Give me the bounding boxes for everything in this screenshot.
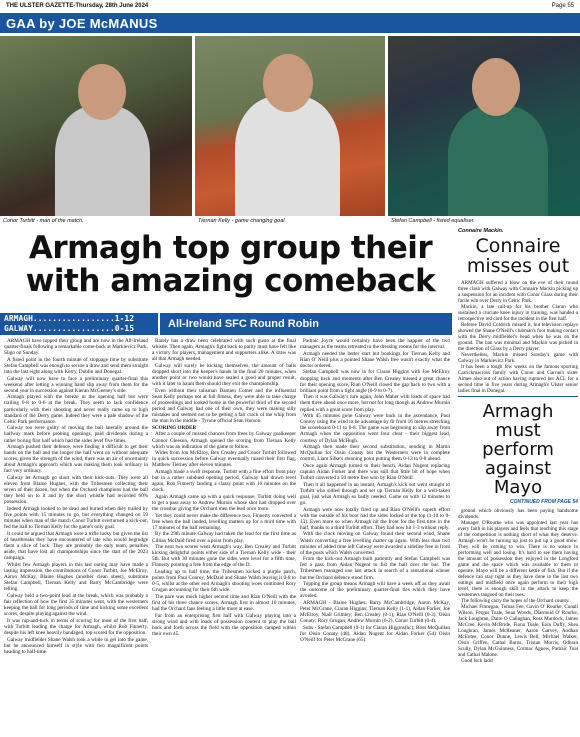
scoreline bbox=[0, 313, 158, 335]
sidebar-headline-1: Connaire misses out bbox=[466, 235, 570, 277]
article-paragraph: ARMAGH - Blaine Hughes; Barry McCambridge, Aaron McKay, Peter McGrane, Ciaran Higgins; Tiernan Kelly (1-1), Aidan Forker, Joe McElroy, Niall Grimley; Ben Crealey (0-1), Rian O'Neill (0-3), Oisin Conaty; Rory Grugan, Andrew Murnin (0-2), Conor Turbitt (0-4). bbox=[300, 599, 450, 625]
sidebar-paragraph: Nevertheless, Mackin missed Sunday's game with Galway in Markievicz Park. bbox=[458, 352, 578, 364]
sidebar-photo-label: Connaire Mackin. bbox=[458, 228, 504, 234]
photo-captions bbox=[0, 218, 580, 228]
player-head bbox=[263, 54, 313, 112]
sidebar-headline-2: Armagh must perform against Mayo bbox=[482, 401, 554, 498]
player-photo-turbitt bbox=[0, 36, 192, 216]
article-paragraph: Even without their talisman Damien Comer and the influential Sean Kelly perhaps not at full fitness, they were able to take charge of proceedings and looked home in the powerful third of the second period and Galway had one of their own, they were making silly mistakes and seemed not to be getting a fair crack of the whip from the man in the middle - Tyrone official Sean Hurson. bbox=[152, 387, 296, 425]
article-paragraph: The next two scores went Armagh's way. Ben Crealey and Turbitt kicking delightful points either side of a Tiernan Kelly wide - their 5th. But with 30 minutes gone the sides were level for a fifth time, Finnerty pointing a free from the edge of the D. bbox=[152, 544, 296, 569]
article-paragraph: Topping the group means Armagh will have a week off as they await the outcome of the preliminary quarter-final ties which they have avoided. bbox=[300, 581, 450, 600]
sidebar-paragraph: The following carry the hopes of the Orchard county. bbox=[461, 598, 570, 604]
caption-2: Tiernan Kelly - game changing goal. bbox=[198, 218, 287, 224]
article-paragraph: Armagh played with the breeze in the opening half but were trailing 0-8 to 0-6 at the break. They seem to lack confidence particularly with their shooting and never really came up to high standard of the Derry game. Indeed they were a pale shadow of the Celtic Park performance. bbox=[4, 394, 148, 425]
sidebar-paragraph: It has been a tough few weeks on the famous sporting Carrickmacross family with Conor and Garran's sister Aimee also out of action having ruptured her ACL for a second time in five years during Armagh's Ulster senior ladies final in Donegal. bbox=[458, 364, 578, 394]
article-paragraph: Galway will surely be kicking themselves, the amount of balls dropped short into the keeper's hands in the final 20 minutes, when another point or two would have sealed a good and proper result, with it later to haunt them should they exit the championship. bbox=[152, 362, 296, 388]
article-paragraph: Subs - Stefan Campbell (0-1) for Ciaran Higgins(hc); Ross McQuillan for Oisin Conaty (48), Aidan Nugent for Aidan Forker (54) Oisin O'Neill for Peter McGrane (65). bbox=[300, 624, 450, 643]
article-paragraph: With the clock moving on Galway found their second wind, Shane Walsh converting a free levelling matter up again. With less than two minutes of added time left Galway were awarded a sideline free in front of the posts which Walsh converted. bbox=[300, 531, 450, 556]
article-paragraph: ARMAGH have topped their group and are now in the All-Ireland quarter-finals following a remarkable come-back at Markievicz Park, Sligo on Sunday. bbox=[4, 338, 148, 357]
article-paragraph: Yet they could never make the difference two, Finnerty converted a free when the ball landed, levelling matters up for a third time with 17 minutes of the half remaining. bbox=[152, 512, 296, 531]
sidebar-paragraph: Michael Finnegan, Tomas Fee, Gavin O' Rourke, Conall Wilson, Fergus Toale, Sean Woods, Diarmuid O' Rourke, Jack Loughran, Daire O Callaghan, Ross Murdock, James McCree, Kevin McBride, Fionn Toale, Eoin Duffy, Shea Loughran, James McReaner, Aaron Garvey, Aodhan McEntee, Conor Dunne, Lewis Bell, Michael Walker, Oisin Griffen, Cathal Burns, Tristan Morris, Odhran Scully, Dylan McGuinness, Cormac Agnew, Padraic Toal and Cathal Malone. bbox=[458, 604, 578, 658]
article-paragraph: A fisted point in the fourth minute of stoppage time by substitute Stefan Campbell was enough to secure a draw and send them straight into the last eight along with Kerry, Dublin and Donegal. bbox=[4, 356, 148, 375]
article-paragraph: With 45 minutes gone Galway were back in the ascendance, Paul Conroy using the wind to be advantage by fit from 16 metres stretching the scoreboard 0-11 to 0-8. The game was beginning to slip away from Armagh when the opposition went four clear - their biggest lead, courtesy of Dylan McHugh. bbox=[300, 413, 450, 444]
article-paragraph: SCORING ORDER bbox=[152, 424, 197, 431]
article-paragraph: Armagh pushed their defence, were finding it difficult to get their hands on the ball and the longer the half went on without adequate scores, given the strength of the wind, there was an air of uncertainty about Armagh's approach which was making them look ordinary in fact very ordinary. bbox=[4, 444, 148, 475]
caption-3: Stefan Campbell - fisted equaliser. bbox=[391, 218, 475, 224]
article-paragraph: After a couple of missed chances from frees by Galway goalkeeper Connor Gleeson, Armagh opened the scoring from Tiernan Kelly which was an indication of the game to follow. bbox=[152, 431, 296, 450]
sidebar-paragraph: ground which obviously has been paying handsome dividends. bbox=[458, 508, 578, 520]
player-photo-kelly bbox=[195, 36, 385, 216]
sidebar bbox=[458, 228, 578, 664]
article-paragraph: Then it all happened in an instant, Armagh's kick out went straight to Turbitt who sidled through and set up Tiernan Kelly for a well-taken goal, just what Armagh so badly needed. Game on with 12 minutes to go. bbox=[300, 481, 450, 506]
sidebar-story-2 bbox=[458, 508, 578, 664]
player-jersey bbox=[448, 106, 548, 216]
photo-strip bbox=[0, 36, 580, 216]
article-paragraph: Wides from Jon McElroy, Ben Crealey and Conor Turbitt followed in quick succession before Galway eventually raised their first flag, Matthew Tierney after eleven minutes. bbox=[152, 450, 296, 469]
article-paragraph: The pace was much higher second time and Rian O'Neill with the first of his three chance scores, Armagh first in almost 10 minutes, had the Orchard fans feeling a little more at ease. bbox=[152, 593, 296, 613]
article-paragraph: Once again Armagh turned to their bench, Aidan Nugent replacing captain Aidan Forker and there was still that little bit of hope when Turbitt converted a 50 metre free won by Rian O'Neill. bbox=[300, 462, 450, 482]
score-galway: GALWAY.................0-15 bbox=[4, 324, 135, 333]
page-number: Page 55 bbox=[551, 3, 574, 9]
article-column-1 bbox=[4, 338, 148, 734]
competition-banner: All-Ireland SFC Round Robin bbox=[160, 313, 452, 335]
article-paragraph: Then it was Galway's turn again, John Maher with loads of space had them three ahead once more, but not for long though as Andrew Murnin replied with a great score from play. bbox=[300, 394, 450, 413]
article-paragraph: Rarely has a draw been celebrated with such gusto at the final whistle. Then again, Armagh's fight back to parity must have felt like a victory for players, management and supporters alike. A draw was all that Armagh needed. bbox=[152, 338, 296, 363]
sidebar-paragraph: ARMAGH suffered a blow on the eve of their round three clash with Galway with Connaire Mackin picking up a suspension for an incident with Conor Glass during their facile win over Derry in Celtic Park. bbox=[458, 280, 578, 304]
article-paragraph: Indeed Armagh looked to be dead and buried when they trailed by five points with 15 minutes to go, but everything changed on 59 minutes when man of the match Conor Turbitt overturned a kick-out, fed the ball to Tiernan Kelly for the game's only goal. bbox=[4, 506, 148, 531]
article-paragraph: Padraic Joyce would certainly have been the happier of the two managers as the teams retreated to the dressing rooms for the interval. bbox=[300, 338, 450, 351]
section-banner bbox=[0, 13, 580, 33]
article-column-3 bbox=[300, 338, 450, 734]
article-paragraph: It was nip-and-tuck in terms of scoring for most of the first half, with Turbitt leading the charge for Armagh, whilst Rob Finnerty, despite his left knee heavily bandaged, top scored for the opposition. bbox=[4, 617, 148, 636]
sidebar-paragraph: Referee David Coldrick missed it, but television replays showed the Shane O'Neill's clubman's foot making contact with the Derry midfielder's head when he was on the ground. The ban was minimal and Mackin was picked in the direction of Glass by a Derry player. bbox=[458, 322, 578, 352]
article-paragraph: Again Armagh came up with a quick response, Turbitt doing well to get a pass away to Andrew Murnin whose shot had dropped over the crossbar giving the Orchard men the lead once more. bbox=[152, 493, 296, 513]
player-jersey bbox=[235, 96, 340, 216]
sidebar-paragraph: Manager O'Rourke who was appointed last year has every faith in his players and feels that reaching this stage of the competition is nothing short of what they deserve. Armagh won't be turning up just to put up a good show. They will be coming to win. There is no solace in performing well and losing. It's hard to see them having the amount of possession they enjoyed in the Longford game and the space which was available to them to operate. Mayo will be a different kettle of fish. But if the defence can stay tight as they have done in the last two outings and midfield once again perform to their high level, there is enough skill in the attack to keep the westerners tangoed on their toes. bbox=[458, 520, 578, 598]
article-paragraph: Galway too were guilty of moving the ball laterally around the halfway mark before probing openings, paid dividends during a rather boring first half which had the sides level five times. bbox=[4, 425, 148, 444]
player-jersey bbox=[55, 106, 150, 216]
article-paragraph: Galway held a two-point lead at the break, which was probably a fair reflection of how the first 35 minutes went, with the westerners keeping the ball for long periods of time and kicking some excellent scores, despite playing against the wind. bbox=[4, 592, 148, 618]
divider bbox=[458, 396, 578, 397]
article-paragraph: Leading up to half time, the Tribesmen kicked a purple patch, points from Paul Conroy, McDaid and Shane Walsh leaving it 0-8 to 0-5, whilst at the other end Armagh's shooting woes continued Rory Grugan accounting for their 6th wide. bbox=[152, 568, 296, 594]
section-title: GAA by JOE McMANUS bbox=[6, 15, 158, 31]
player-photo-campbell bbox=[388, 36, 580, 216]
article-paragraph: Whilst few Armagh players in this last outing may have made a lasting impression, the contributions of Conor Turbitt, Joe McElroy, Aaron McKay, Blaine Hughes (another clean sheet), substitute Stefan Campbell, Tiernan Kelly and Barry McCambridge were telling. bbox=[4, 561, 148, 593]
player-head bbox=[78, 64, 126, 120]
article-paragraph: By the 29th minute Galway had taken the lead for the first time as Cillian McDaid fired over a point from play. bbox=[152, 531, 296, 544]
article-paragraph: Armagh needed the better start but bookings for Tiernan Kelly and Rian O' Neill plus a pointed Shane Walsh free wasn't exactly what the doctor ordered. bbox=[300, 350, 450, 369]
sidebar-paragraph: Mackin, a late call-up for his brother Ciaran who sustained a cruciate knee injury in training, was handed a retrospective red card for the incident in the first half. bbox=[458, 304, 578, 322]
caption-1: Conor Turbitt - man of the match. bbox=[3, 218, 84, 224]
main-headline: Armagh top group their with amazing comeback bbox=[25, 230, 436, 299]
article-paragraph: Armagh were now totally fired up and Rian O'Neill's superb effort with the outside of his boot had the sides locked at the top (1-10 to 0-13). Even more so when Armagh hit the front for the first time in the half, thanks to a third Turbitt effort. They had now hit 1-3 without reply. bbox=[300, 506, 450, 531]
article-paragraph: Galway will now have to face a preliminary quarter-final this weekend after letting a winning hand slip away from them for the second year in succession against Kieran McGeeney's side. bbox=[4, 375, 148, 394]
article-paragraph: From the kick-out Armagh built patiently and Stefan Campbell was fed a pass from Aidan Nugent to fist the ball over the bar. The Tribesmen managed one last attack in search of a sensational winner but the Orchard defence stood firm. bbox=[300, 556, 450, 581]
article-paragraph: Galway midfielder Shane Walsh took a while to get into the game, but he announced himself in style with two magnificent points heading to half-time. bbox=[4, 636, 148, 655]
sidebar-story-1 bbox=[458, 280, 578, 394]
article-column-2 bbox=[152, 338, 296, 734]
article-paragraph: Galway let Armagh go short with their kick-outs. They were all eleven from Blaine Hughes, with the Tribesmen collecting their seven of their dozen, but when the Orchard champions had the ball they held on to it and by the short whistle had recorded 60% possession. bbox=[4, 475, 148, 506]
continued-note: CONTINUED FROM PAGE 54 bbox=[510, 499, 578, 505]
article-paragraph: Far from an enterprising first half with Galway playing into a strong wind and with loads of possession content to play the ball back and forth across the field with the opposition camped within their own 45. bbox=[152, 612, 296, 637]
article-paragraph: Armagh made a swift response, Turbitt with a fine effort from play but in a rather subdued opening period, Galway had drawn level again, Rob Finnerty landing a classy point with 16 minutes on the clock. bbox=[152, 468, 296, 494]
article-paragraph: Stefan Campbell was now in for Ciaran Higgins with Joe McElroy dropping back and moments after Ben Crealey missed a great chance for their opening score, Rian O'Neill closed the gap back to two with a brilliant point from a tight angle (0-9 to 0-7). bbox=[300, 369, 450, 394]
article-paragraph: It could be argued that Armagh were a trifle lucky but given the list of heartbreaks they have encountered of late who would begrudge them a slice of luck. They are probably the only team, penalties aside, that have lost all championships since the start of the 2023 campaign. bbox=[4, 530, 148, 562]
player-head bbox=[472, 58, 520, 116]
page-header bbox=[0, 0, 580, 12]
newspaper-dateline: THE ULSTER GAZETTE-Thursday, 28th June 2024 bbox=[6, 3, 149, 9]
sidebar-paragraph: Good luck lads! bbox=[461, 658, 494, 664]
article-paragraph: Armagh then made their second substitution, sending in Martin McQuillan for Oisin Conaty but the Westerners were in complete control, Liam Silke's stunning point putting them 0-13 to 0-8 ahead. bbox=[300, 444, 450, 463]
score-armagh: ARMAGH.................1-12 bbox=[4, 314, 135, 323]
